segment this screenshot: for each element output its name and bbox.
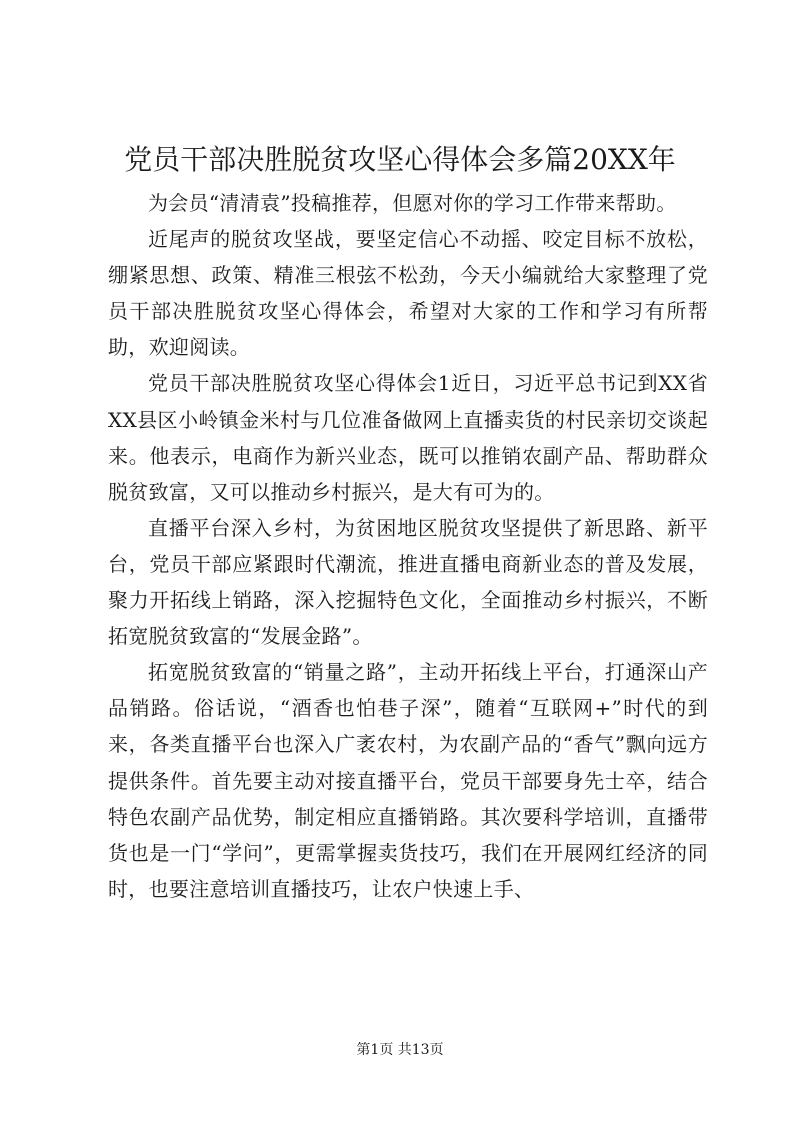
paragraph-intro: 为会员“清清袁”投稿推荐，但愿对你的学习工作带来帮助。 <box>148 191 677 215</box>
paragraph-sales-road: 拓宽脱贫致富的“销量之路”，主动开拓线上平台，打通深山产品销路。俗话说，“酒香也怕巷子深”，随着“互联网+”时代的到来，各类直播平台也深入广袤农村，为农副产品的“香气”飘向远方提供条件。首先要主动对接直播平台，党员干部要身先士卒，结合特色农副产品优势，制定相应直播销路。其次要科学培训，直播带货也是一门“学问”，更需掌握卖货技巧，我们在开展网红经济的同时，也要注意培训直播技巧，让农户快速上手、 <box>108 660 708 901</box>
paragraph-summary: 近尾声的脱贫攻坚战，要坚定信心不动摇、咬定目标不放松，绷紧思想、政策、精准三根弦不松劲，今天小编就给大家整理了党员干部决胜脱贫攻坚心得体会，希望对大家的工作和学习有所帮助，欢迎阅读。 <box>108 227 708 360</box>
document-body <box>108 185 708 907</box>
page-number-footer: 第1页 共13页 <box>356 1042 444 1058</box>
paragraph-live-platform: 直播平台深入乡村，为贫困地区脱贫攻坚提供了新思路、新平台，党员干部应紧跟时代潮流，推进直播电商新业态的普及发展，聚力开拓线上销路，深入挖掘特色文化，全面推动乡村振兴，不断拓宽脱贫致富的“发展金路”。 <box>108 515 708 649</box>
document-title: 党员干部决胜脱贫攻坚心得体会多篇20XX年 <box>124 143 676 176</box>
paragraph-experience-1: 党员干部决胜脱贫攻坚心得体会1近日，习近平总书记到XX省XX县区小岭镇金米村与几位准备做网上直播卖货的村民亲切交谈起来。他表示，电商作为新兴业态，既可以推销农副产品、帮助群众脱贫致富，又可以推动乡村振兴，是大有可为的。 <box>108 371 708 504</box>
